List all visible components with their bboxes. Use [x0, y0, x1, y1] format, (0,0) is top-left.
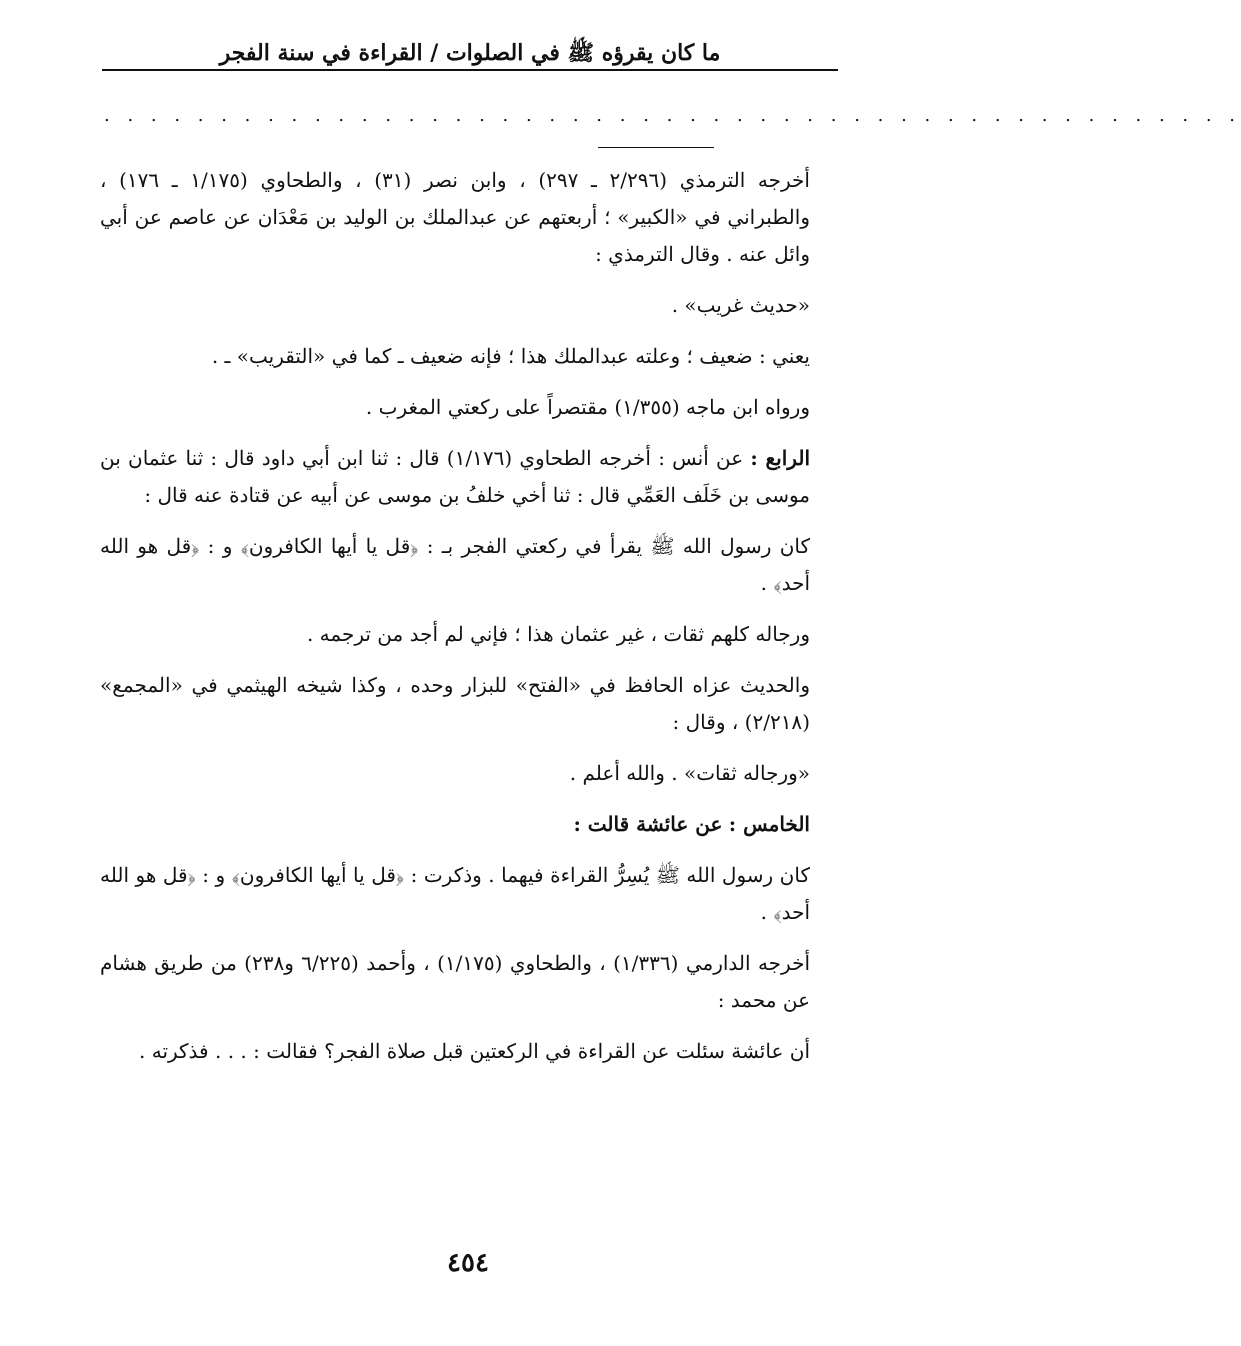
- fourth-text: عن أنس : أخرجه الطحاوي (١/١٧٦) قال : ثنا ابن أبي داود قال : ثنا عثمان بن موسى بن خَلَف العَمِّي قال : ثنا أخي خلفُ بن موسى عن أبيه عن قتادة عنه قال :: [100, 446, 810, 507]
- paragraph-anas-hadith: كان رسول الله ﷺ يقرأ في ركعتي الفجر بـ : ﴿قل يا أيها الكافرون﴾ و : ﴿قل هو الله أحد﴾ .: [100, 534, 810, 595]
- paragraph-hadith-gharib: «حديث غريب» .: [671, 293, 810, 317]
- fourth-lead: الرابع :: [750, 446, 810, 470]
- page-number: ٤٥٤: [447, 1248, 489, 1278]
- header-rule: [102, 69, 838, 71]
- dotted-separator: . . . . . . . . . . . . . . . . . . . . . . . . . . . . . . . . . . . . . . . . . . . . . . . . .: [104, 105, 1241, 126]
- paragraph-fifth-aisha: [100, 806, 852, 843]
- paragraph-weakness-note: يعني : ضعيف ؛ وعلته عبدالملك هذا ؛ فإنه ضعيف ـ كما في «التقريب» ـ .: [211, 344, 810, 368]
- paragraph-narrators-note: ورجاله كلهم ثقات ، غير عثمان هذا ؛ فإني لم أجد من ترجمه .: [306, 622, 810, 646]
- paragraph-fourth-anas: [100, 440, 852, 514]
- paragraph-aisha-asked: أن عائشة سئلت عن القراءة في الركعتين قبل صلاة الفجر؟ فقالت : . . . فذكرته .: [139, 1039, 810, 1063]
- header-title: ما كان يقرؤه ﷺ في الصلوات / القراءة في سنة الفجر: [219, 40, 721, 66]
- short-rule: [598, 147, 714, 148]
- page-body: [100, 162, 852, 1084]
- paragraph-thiqat-quote: «ورجاله ثقات» . والله أعلم .: [569, 761, 810, 785]
- fifth-lead: الخامس :: [728, 812, 810, 836]
- paragraph-aisha-hadith: كان رسول الله ﷺ يُسِرُّ القراءة فيهما . وذكرت : ﴿قل يا أيها الكافرون﴾ و : ﴿قل هو الله أحد﴾ .: [100, 863, 810, 924]
- fifth-text: عن عائشة قالت :: [573, 812, 723, 836]
- paragraph-hafiz-attribution: والحديث عزاه الحافظ في «الفتح» للبزار وحده ، وكذا شيخه الهيثمي في «المجمع» (٢/٢١٨) ، وقال :: [100, 673, 810, 734]
- paragraph-tirmidhi-takhrij: أخرجه الترمذي (٢/٢٩٦ ـ ٢٩٧) ، وابن نصر (٣١) ، والطحاوي (١/١٧٥ ـ ١٧٦) ، والطبراني في «الكبير» ؛ أربعتهم عن عبدالملك بن الوليد بن مَعْدَان عن عاصم عن أبي وائل عنه . وقال الترمذي :: [100, 168, 810, 266]
- paragraph-darimi-takhrij: أخرجه الدارمي (١/٣٣٦) ، والطحاوي (١/١٧٥) ، وأحمد (٦/٢٢٥ و٢٣٨) من طريق هشام عن محمد :: [100, 951, 811, 1012]
- paragraph-ibn-majah: ورواه ابن ماجه (١/٣٥٥) مقتصراً على ركعتي المغرب .: [365, 395, 810, 419]
